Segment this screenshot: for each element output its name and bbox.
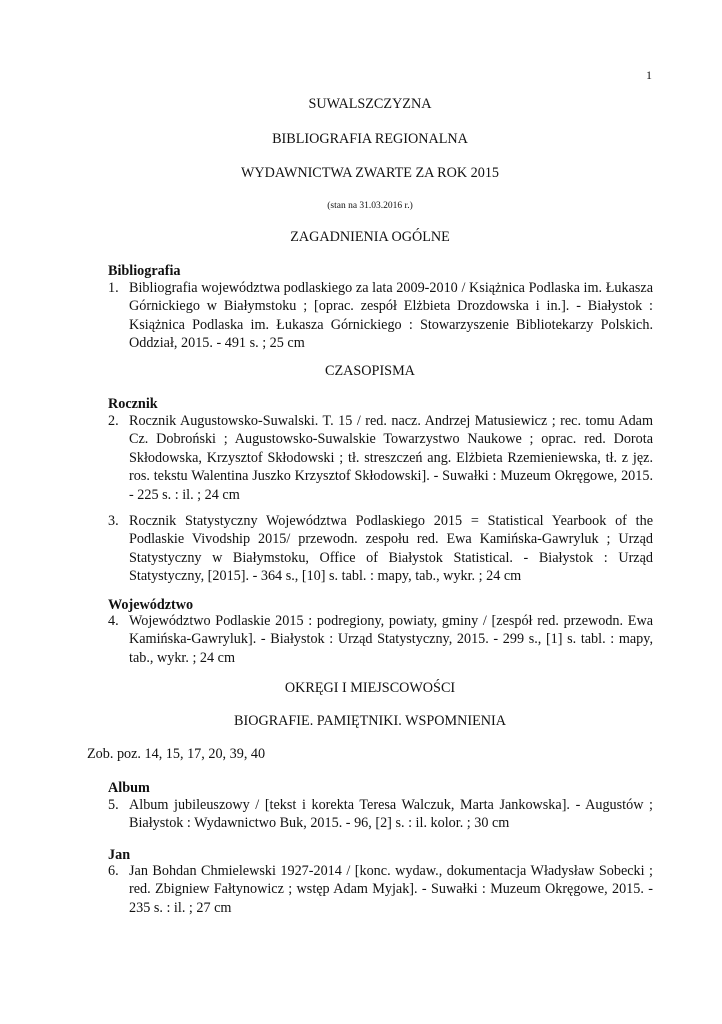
entry-number: 3.: [108, 513, 119, 529]
entry-text: Album jubileuszowy / [tekst i korekta Teresa Walczuk, Marta Jankowska]. - Augustów ; Białystok : Wydawnictwo Buk, 2015. - 96, [2] s. : il. kolor. ; 30 cm: [129, 797, 653, 832]
section-districts: OKRĘGI I MIEJSCOWOŚCI: [284, 680, 456, 696]
section-biographies: BIOGRAFIE. PAMIĘTNIKI. WSPOMNIENIA: [234, 713, 506, 729]
entry-number: 1.: [108, 280, 119, 296]
page-number: 1: [646, 68, 652, 82]
entry-number: 2.: [108, 413, 119, 429]
section-general: ZAGADNIENIA OGÓLNE: [290, 229, 450, 245]
subheading-rocznik: Rocznik: [108, 396, 158, 412]
entry-text: Jan Bohdan Chmielewski 1927-2014 / [konc. wydaw., dokumentacja Władysław Sobecki ; red. Zbigniew Fałtynowicz ; wstęp Adam Myjak]. - Suwałki : Muzeum Okręgowe, 2015. - 235 s. : il. ; 27 cm: [129, 863, 653, 916]
entry-1: [108, 279, 653, 353]
subheading-album: Album: [108, 780, 150, 796]
entry-number: 6.: [108, 863, 119, 879]
entry-3: [108, 512, 653, 586]
subheading-bibliografia: Bibliografia: [108, 263, 181, 279]
subheading-jan: Jan: [108, 847, 131, 863]
subheading-wojewodztwo: Województwo: [108, 597, 194, 613]
entry-number: 5.: [108, 797, 119, 813]
entry-text: Województwo Podlaskie 2015 : podregiony, powiaty, gminy / [zespół red. przewodn. Ewa Kamińska-Gawryluk]. - Białystok : Urząd Statystyczny, 2015. - 299 s., [1] s. tabl. : mapy, tab., wykr. ; 24 cm: [129, 613, 653, 666]
title-region: SUWALSZCZYZNA: [308, 96, 432, 112]
title-status: (stan na 31.03.2016 r.): [327, 201, 413, 211]
entry-text: Rocznik Augustowsko-Suwalski. T. 15 / red. nacz. Andrzej Matusiewicz ; rec. tomu Adam Cz. Dobroński ; Augustowsko-Suwalskie Towarzystwo Naukowe ; oprac. red. Dorota Skłodowska, Krzysztof Skłodowski ; tł. streszczeń ang. Elżbieta Rzemieniewska, tł. z jęz. ros. tekstu Walentina Juszko Krzysztof Skłodowski]. - Suwałki : Muzeum Okręgowe, 2015. - 225 s. : il. ; 24 cm: [129, 413, 653, 503]
entry-2: [108, 412, 653, 504]
title-bibliography: BIBLIOGRAFIA REGIONALNA: [272, 131, 468, 147]
entry-6: [108, 862, 653, 917]
entry-5: [108, 796, 653, 833]
section-periodicals: CZASOPISMA: [325, 363, 415, 379]
see-also-note: Zob. poz. 14, 15, 17, 20, 39, 40: [87, 746, 266, 762]
entry-number: 4.: [108, 613, 119, 629]
entry-4: [108, 612, 653, 667]
title-publications: WYDAWNICTWA ZWARTE ZA ROK 2015: [240, 165, 500, 181]
entry-text: Bibliografia województwa podlaskiego za lata 2009-2010 / Książnica Podlaska im. Łukasza Górnickiego w Białymstoku ; [oprac. zespół Elżbieta Drozdowska i in.]. - Białystok : Książnica Podlaska im. Łukasza Górnickiego : Stowarzyszenie Bibliotekarzy Polskich. Oddział, 2015. - 491 s. ; 25 cm: [129, 280, 653, 352]
entry-text: Rocznik Statystyczny Województwa Podlaskiego 2015 = Statistical Yearbook of the Podlaskie Vivodship 2015/ przewodn. zespołu red. Ewa Kamińska-Gawryluk ; Urząd Statystyczny w Białymstoku, Office of Białystok Statistical. - Białystok : Urząd Statystyczny, [2015]. - 364 s., [10] s. tabl. : mapy, tab., wykr. ; 24 cm: [129, 513, 653, 585]
